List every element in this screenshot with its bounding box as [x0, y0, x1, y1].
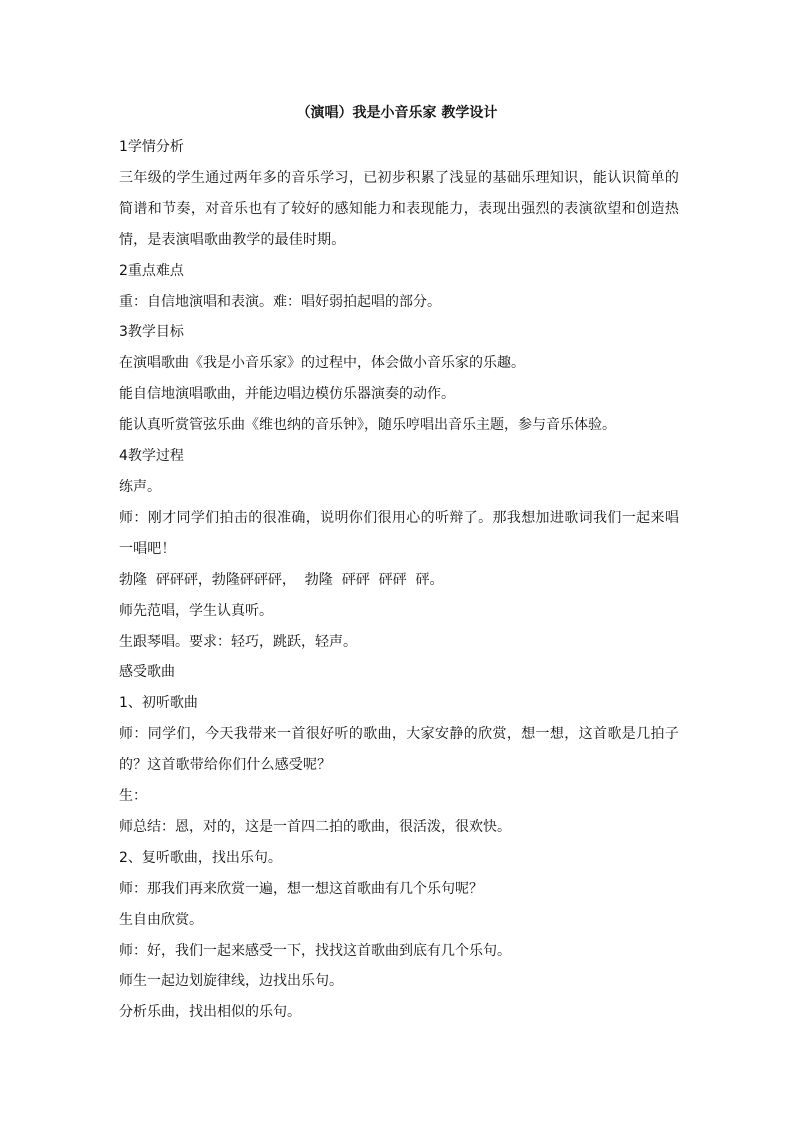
paragraph-objective-3: 能认真听赏管弦乐曲《维也纳的音乐钟》，随乐哼唱出音乐主题，参与音乐体验。 — [119, 417, 616, 434]
paragraph-warmup: 练声。 — [119, 478, 161, 495]
paragraph-free-listen: 生自由欣赏。 — [119, 911, 203, 928]
paragraph-analyze: 分析乐曲，找出相似的乐句。 — [119, 1004, 301, 1021]
paragraph-feel-song: 感受歌曲 — [119, 664, 175, 681]
section-heading-objectives: 3教学目标 — [119, 324, 184, 341]
document-title: （演唱）我是小音乐家 教学设计 — [296, 105, 498, 121]
paragraph-analysis: 三年级的学生通过两年多的音乐学习，已初步积累了浅显的基础乐理知识，能认识简单的简谱和节奏，对音乐也有了较好的感知能力和表现能力，表现出强烈的表演欲望和创造热情，是表演唱歌曲教学的最佳时期。 — [119, 169, 679, 248]
paragraph-student-answer: 生： — [119, 788, 147, 805]
paragraph-second-listen: 2、复听歌曲，找出乐句。 — [119, 849, 282, 866]
paragraph-objective-2: 能自信地演唱歌曲，并能边唱边模仿乐器演奏的动作。 — [119, 386, 455, 403]
paragraph-melody-line: 师生一起边划旋律线，边找出乐句。 — [119, 973, 343, 990]
paragraph-first-listen: 1、初听歌曲 — [119, 695, 198, 712]
paragraph-objective-1: 在演唱歌曲《我是小音乐家》的过程中，体会做小音乐家的乐趣。 — [119, 355, 525, 372]
paragraph-teacher-summary: 师总结：恩，对的，这是一首四二拍的歌曲，很活泼，很欢快。 — [119, 818, 511, 835]
paragraph-rhythm: 勃隆 砰砰砰，勃隆砰砰砰， 勃隆 砰砰 砰砰 砰。 — [119, 571, 444, 588]
paragraph-key-points: 重：自信地演唱和表演。难：唱好弱拍起唱的部分。 — [119, 293, 441, 310]
section-heading-analysis: 1学情分析 — [119, 139, 184, 155]
paragraph-teacher-demo: 师先范唱，学生认真听。 — [119, 602, 273, 619]
document-body — [119, 132, 679, 1028]
paragraph-students-sing: 生跟琴唱。要求：轻巧，跳跃，轻声。 — [119, 633, 357, 650]
section-heading-process: 4教学过程 — [119, 448, 184, 465]
paragraph-teacher-question: 师：同学们，今天我带来一首很好听的歌曲，大家安静的欣赏，想一想，这首歌是几拍子的？这首歌带给你们什么感受呢？ — [119, 726, 679, 774]
section-heading-key-points: 2重点难点 — [119, 262, 184, 279]
paragraph-teacher-lyrics: 师：刚才同学们拍击的很准确，说明你们很用心的听辩了。那我想加进歌词我们一起来唱一唱吧！ — [119, 509, 679, 557]
paragraph-teacher-phrases: 师：那我们再来欣赏一遍，想一想这首歌曲有几个乐句呢？ — [119, 880, 483, 897]
paragraph-teacher-find: 师：好，我们一起来感受一下，找找这首歌曲到底有几个乐句。 — [119, 942, 511, 959]
